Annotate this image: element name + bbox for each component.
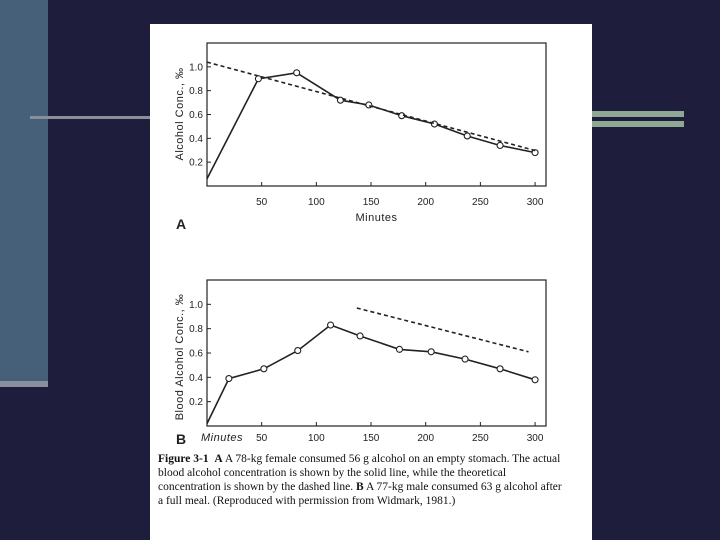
x-tick-label-b: 200 bbox=[417, 433, 435, 444]
data-point-b bbox=[497, 366, 503, 372]
y-tick-label-b: 0.4 bbox=[189, 372, 203, 384]
caption-text-b: A 77-kg male consumed 63 g alcohol after a full meal. (Reproduced with permission from Widmark, 1981.) bbox=[158, 481, 562, 507]
x-axis-label-a: Minutes bbox=[355, 212, 398, 224]
y-tick-label-a: 0.4 bbox=[189, 133, 203, 145]
plot-frame-b bbox=[207, 280, 546, 426]
y-tick-label-a: 1.0 bbox=[189, 62, 203, 74]
data-point-b bbox=[295, 348, 301, 354]
data-point-b bbox=[396, 346, 402, 352]
caption-text-a: A 78-kg female consumed 56 g alcohol on an empty stomach. The actual blood alcohol concentration is shown by the solid line, while the theoretical concentration is shown by the dashed line. bbox=[158, 453, 561, 493]
figure-caption bbox=[158, 452, 566, 508]
x-tick-label-a: 50 bbox=[256, 197, 268, 208]
solid-measured-line-b bbox=[207, 325, 535, 424]
sidebar-decoration bbox=[0, 0, 48, 383]
data-point-b bbox=[357, 333, 363, 339]
x-tick-label-b: 100 bbox=[308, 433, 325, 444]
x-tick-label-a: 150 bbox=[362, 197, 380, 208]
x-tick-label-b: 50 bbox=[256, 433, 268, 444]
data-point-a bbox=[255, 76, 261, 82]
dashed-theoretical-line-b bbox=[357, 308, 529, 352]
caption-label: Figure 3-1 bbox=[158, 453, 209, 465]
right-rule-decoration-top bbox=[590, 111, 684, 117]
y-tick-label-a: 0.6 bbox=[189, 110, 203, 121]
sidebar-edge-decoration bbox=[0, 381, 48, 387]
data-point-b bbox=[261, 366, 267, 372]
y-tick-label-b: 1.0 bbox=[189, 299, 203, 311]
data-point-a bbox=[497, 142, 503, 148]
y-tick-label-a: 0.2 bbox=[189, 157, 203, 169]
right-rule-decoration-bottom bbox=[590, 121, 684, 127]
data-point-a bbox=[294, 70, 300, 76]
caption-a-label: A bbox=[214, 453, 223, 465]
plot-frame-a bbox=[207, 43, 546, 186]
data-point-a bbox=[431, 121, 437, 127]
data-point-b bbox=[226, 376, 232, 382]
y-tick-label-b: 0.2 bbox=[189, 397, 203, 409]
panel-letter-a: A bbox=[176, 216, 187, 232]
x-tick-label-b: 150 bbox=[362, 433, 380, 444]
x-tick-label-a: 100 bbox=[308, 197, 325, 208]
y-tick-label-a: 0.8 bbox=[189, 86, 203, 98]
y-tick-label-b: 0.8 bbox=[189, 324, 203, 336]
figure-page bbox=[150, 24, 592, 540]
x-tick-label-a: 300 bbox=[526, 197, 544, 208]
dashed-theoretical-line-a bbox=[207, 62, 538, 151]
y-axis-label-a: Alcohol Conc., ‰ bbox=[174, 67, 186, 161]
x-tick-label-b: 300 bbox=[526, 433, 544, 444]
data-point-a bbox=[464, 133, 470, 139]
data-point-b bbox=[328, 322, 334, 328]
solid-measured-line-a bbox=[207, 73, 535, 179]
y-axis-label-b: Blood Alcohol Conc., ‰ bbox=[174, 293, 186, 421]
x-axis-label-b: Minutes bbox=[200, 432, 244, 444]
y-tick-label-b: 0.6 bbox=[189, 348, 203, 360]
caption-b-label: B bbox=[356, 481, 364, 493]
x-tick-label-b: 250 bbox=[472, 433, 489, 444]
data-point-b bbox=[532, 377, 538, 383]
left-rule-decoration bbox=[30, 116, 154, 119]
x-tick-label-a: 200 bbox=[417, 197, 435, 208]
figure-charts bbox=[150, 24, 592, 454]
data-point-b bbox=[462, 356, 468, 362]
panel-letter-b: B bbox=[176, 431, 187, 447]
data-point-b bbox=[428, 349, 434, 355]
x-tick-label-a: 250 bbox=[472, 197, 489, 208]
